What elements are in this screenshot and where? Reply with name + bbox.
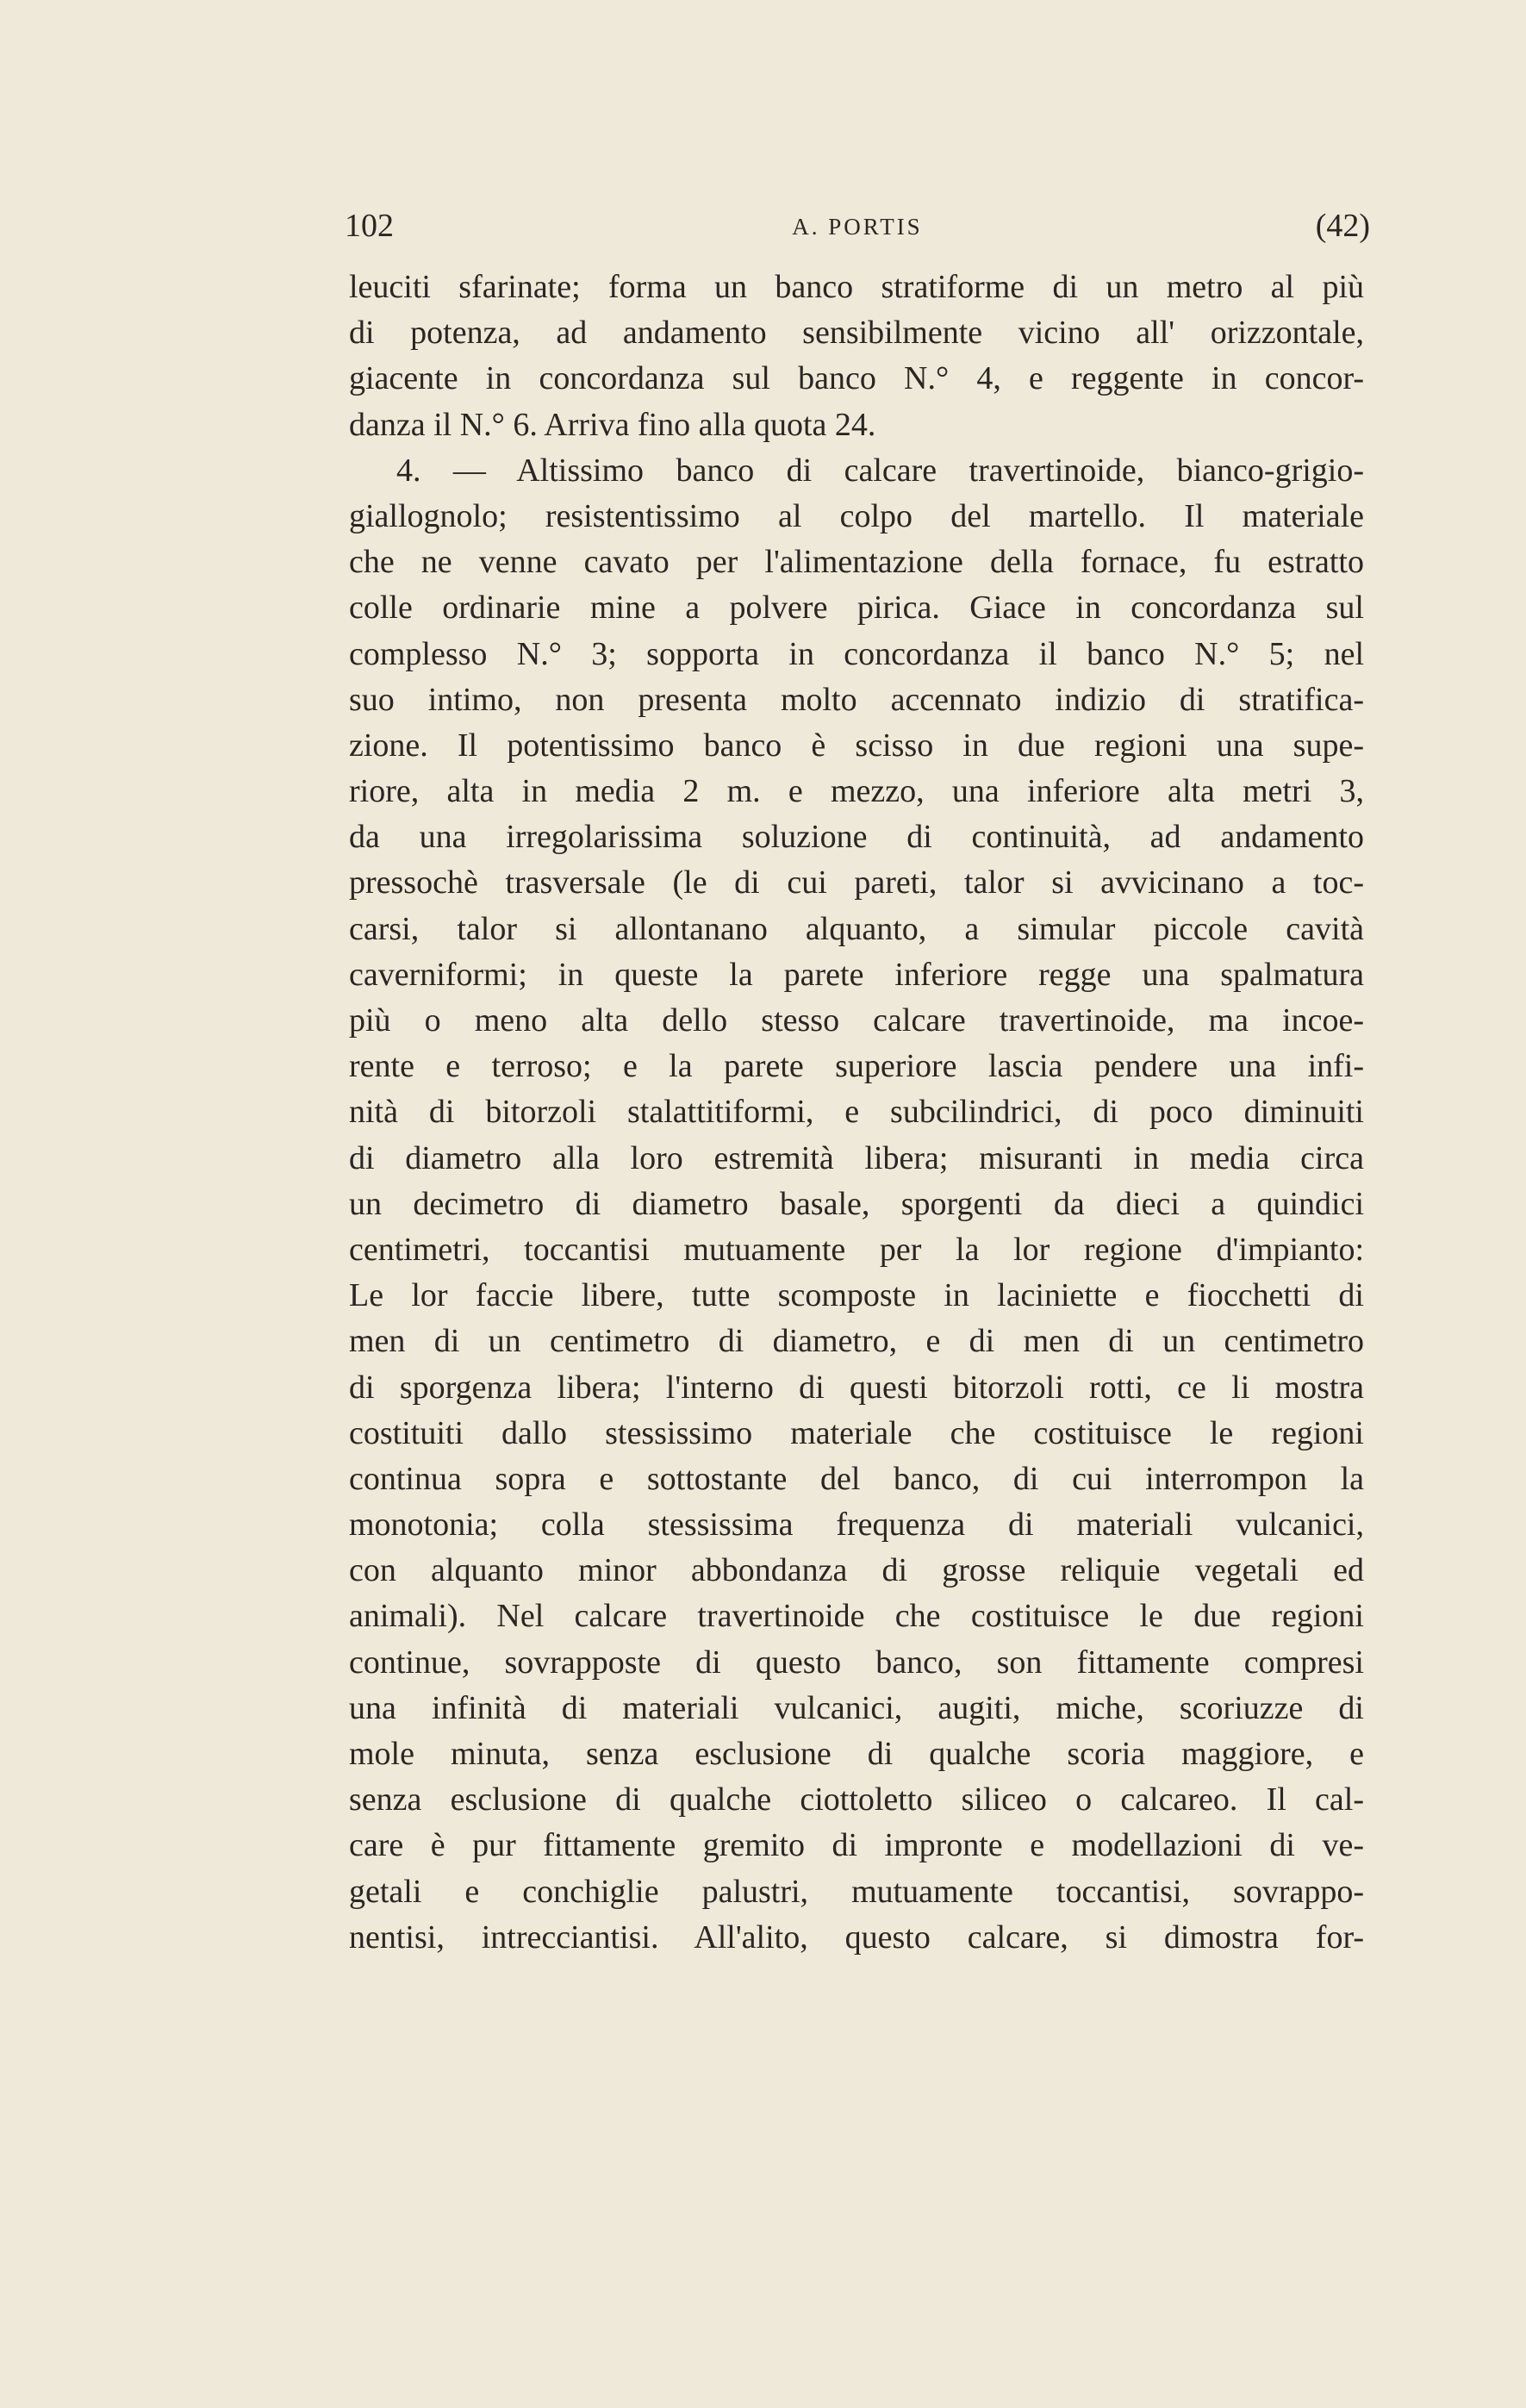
text-line: mole minuta, senza esclusione di qualche scoria maggiore, e — [349, 1736, 1364, 1772]
text-line: un decimetro di diametro basale, sporgenti da dieci a quindici — [349, 1185, 1364, 1222]
text-line: riore, alta in media 2 m. e mezzo, una inferiore alta metri 3, — [349, 773, 1364, 810]
text-line: danza il N.° 6. Arriva fino alla quota 24. — [349, 406, 876, 443]
text-line: monotonia; colla stessissima frequenza di materiali vulcanici, — [349, 1507, 1364, 1544]
section-number: (42) — [1315, 208, 1370, 244]
text-line: di sporgenza libera; l'interno di questi bitorzoli rotti, ce li mostra — [349, 1369, 1364, 1406]
text-line: una infinità di materiali vulcanici, augiti, miche, scoriuzze di — [349, 1689, 1364, 1726]
text-line: 4. — Altissimo banco di calcare travertinoide, bianco-grigio- — [396, 452, 1364, 489]
text-line: rente e terroso; e la parete superiore lascia pendere una infi- — [349, 1048, 1364, 1085]
text-line: continua sopra e sottostante del banco, di cui interrompon la — [349, 1460, 1364, 1497]
text-line: nentisi, intrecciantisi. All'alito, questo calcare, si dimostra for- — [349, 1918, 1364, 1956]
text-line: giacente in concordanza sul banco N.° 4, e reggente in concor- — [349, 360, 1364, 397]
text-line: che ne venne cavato per l'alimentazione della fornace, fu estratto — [349, 544, 1364, 581]
text-line: caverniformi; in queste la parete inferiore regge una spalmatura — [349, 956, 1364, 993]
text-line: da una irregolarissima soluzione di continuità, ad andamento — [349, 819, 1364, 856]
text-line: carsi, talor si allontanano alquanto, a simular piccole cavità — [349, 910, 1364, 947]
page-number: 102 — [345, 208, 394, 244]
page-header — [345, 207, 1370, 259]
text-line: animali). Nel calcare travertinoide che costituisce le due regioni — [349, 1598, 1364, 1635]
text-line: pressochè trasversale (le di cui pareti, talor si avvicinano a toc- — [349, 864, 1364, 901]
text-line: costituiti dallo stessissimo materiale che costituisce le regioni — [349, 1414, 1364, 1451]
text-line: zione. Il potentissimo banco è scisso in due regioni una supe- — [349, 727, 1364, 764]
text-line: più o meno alta dello stesso calcare travertinoide, ma incoe- — [349, 1002, 1364, 1039]
text-line: di diametro alla loro estremità libera; misuranti in media circa — [349, 1139, 1364, 1176]
text-line: di potenza, ad andamento sensibilmente vicino all' orizzontale, — [349, 315, 1364, 352]
text-line: continue, sovrapposte di questo banco, son fittamente compresi — [349, 1644, 1364, 1681]
text-line: leuciti sfarinate; forma un banco stratiforme di un metro al più — [349, 269, 1364, 305]
text-line: men di un centimetro di diametro, e di men di un centimetro — [349, 1323, 1364, 1360]
body-text — [349, 265, 1364, 1961]
text-line: complesso N.° 3; sopporta in concordanza il banco N.° 5; nel — [349, 635, 1364, 672]
text-line: care è pur fittamente gremito di impronte e modellazioni di ve- — [349, 1827, 1364, 1864]
text-line: senza esclusione di qualche ciottoletto siliceo o calcareo. Il cal- — [349, 1781, 1364, 1818]
text-line: giallognolo; resistentissimo al colpo del martello. Il materiale — [349, 497, 1364, 534]
text-line: getali e conchiglie palustri, mutuamente toccantisi, sovrappo- — [349, 1873, 1364, 1910]
text-line: Le lor faccie libere, tutte scomposte in laciniette e fiocchetti di — [349, 1277, 1364, 1314]
text-line: suo intimo, non presenta molto accennato indizio di stratifica- — [349, 681, 1364, 718]
text-line: con alquanto minor abbondanza di grosse reliquie vegetali ed — [349, 1552, 1364, 1589]
text-line: centimetri, toccantisi mutuamente per la lor regione d'impianto: — [349, 1231, 1364, 1268]
text-line: colle ordinarie mine a polvere pirica. Giace in concordanza sul — [349, 590, 1364, 627]
running-head: A. PORTIS — [792, 214, 923, 240]
text-line: nità di bitorzoli stalattitiformi, e subcilindrici, di poco diminuiti — [349, 1094, 1364, 1131]
